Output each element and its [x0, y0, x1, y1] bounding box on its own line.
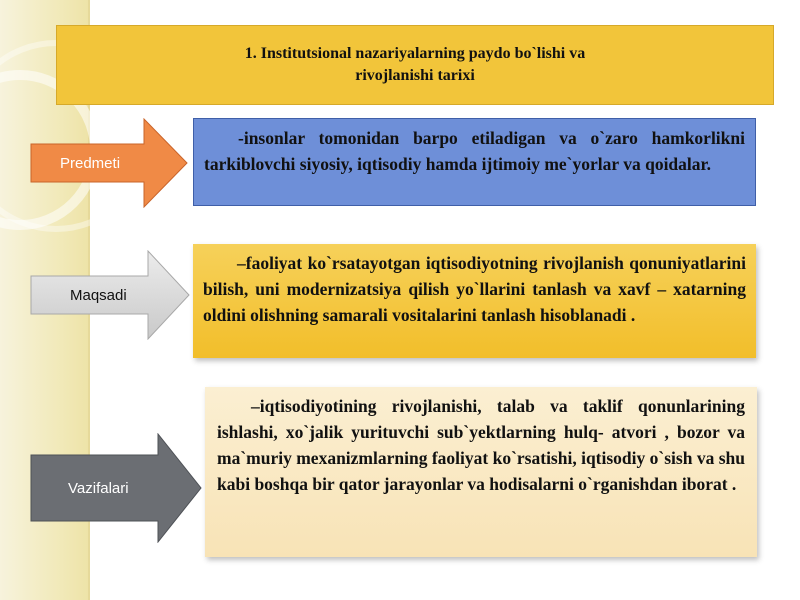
vazifalari-description-box	[205, 387, 757, 557]
arrow-predmeti	[30, 118, 188, 208]
maqsadi-description-text: –faoliyat ko`rsatayotgan iqtisodiyotning rivojlanish qonuniyatlarini bilish, uni modernizatsiya qilish yo`llarini tanlash va xavf – xatarning oldini olishning samarali vositalarini tanlash hisoblanadi .	[203, 253, 746, 325]
slide-title-line-1: 1. Institutsional nazariyalarning paydo bo`lishi va	[244, 45, 586, 62]
slide-title-box	[56, 25, 774, 105]
arrow-maqsadi	[30, 250, 190, 340]
maqsadi-description-box	[193, 244, 756, 358]
slide-title-line-2: rivojlanishi tarixi	[355, 67, 475, 84]
predmeti-description-text: -insonlar tomonidan barpo etiladigan va o`zaro hamkorlikni tarkiblovchi siyosiy, iqtisodiy hamda ijtimoiy me`yorlar va qoidalar.	[204, 128, 745, 174]
arrow-label-vazifalari: Vazifalari	[68, 479, 129, 497]
arrow-label-maqsadi: Maqsadi	[70, 286, 127, 304]
arrow-vazifalari	[30, 433, 202, 543]
vazifalari-description-text: –iqtisodiyotining rivojlanishi, talab va taklif qonunlarining ishlashi, xo`jalik yurituvchi sub`yektlarning hulq- atvori , bozor va ma`muriy mexanizmlarning faoliyat ko`rsatishi, iqtisodiy o`sish va shu kabi boshqa bir qator jarayonlar va hodisalarni o`rganishdan iborat .	[217, 396, 745, 494]
arrow-label-predmeti: Predmeti	[60, 154, 121, 172]
predmeti-description-box	[193, 118, 756, 206]
